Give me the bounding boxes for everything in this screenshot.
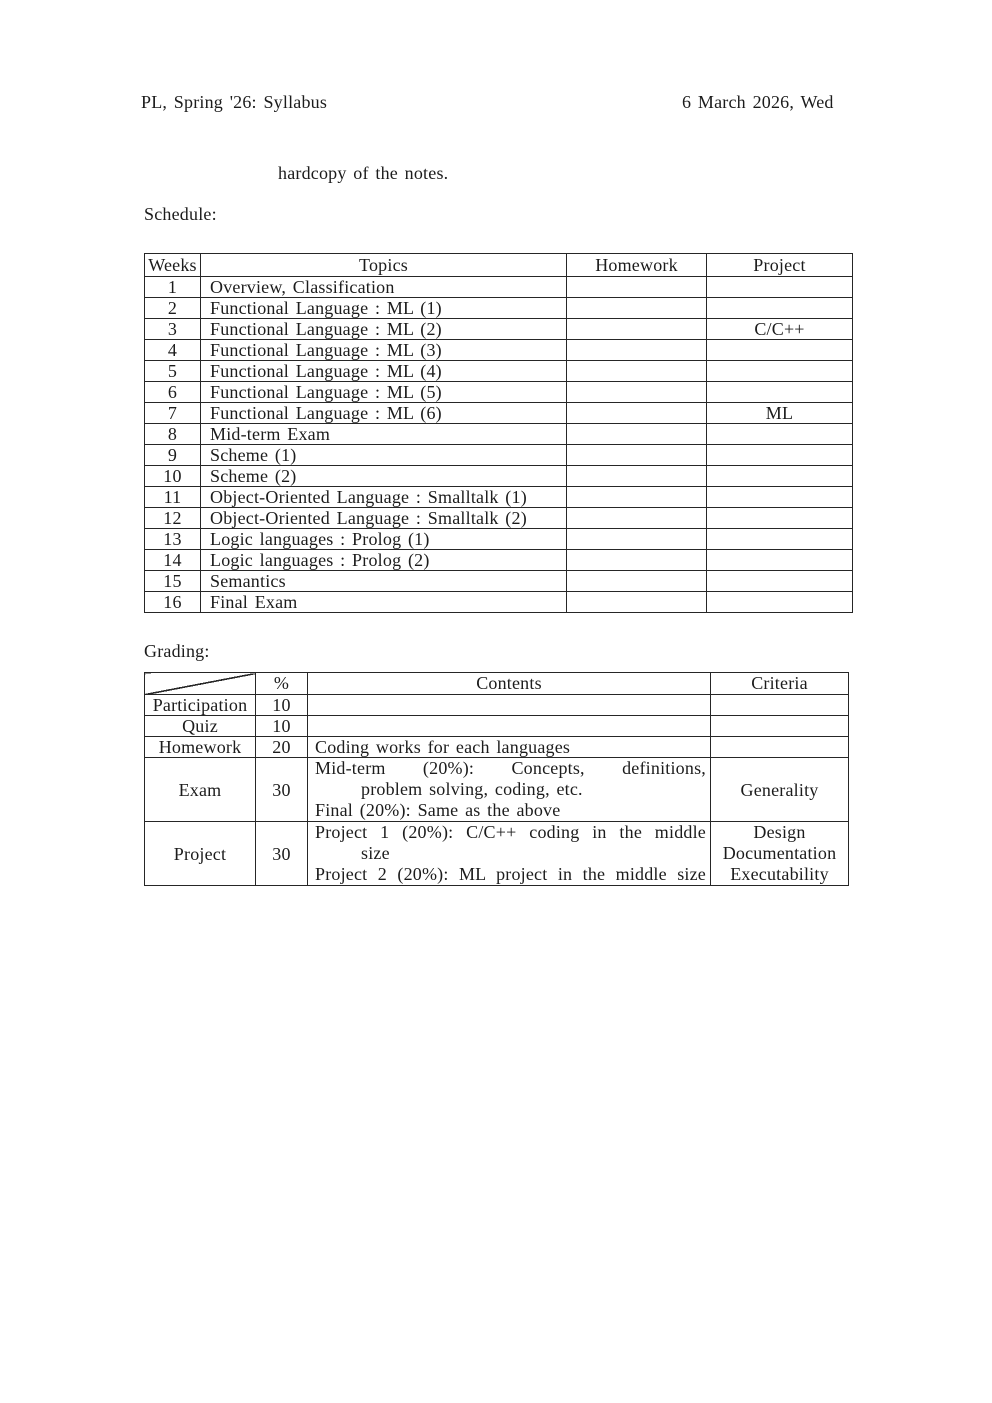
schedule-row <box>145 508 853 529</box>
project-criteria-line2: Documentation <box>722 843 837 863</box>
schedule-row <box>145 382 853 403</box>
schedule-row <box>145 361 853 382</box>
grading-row-homework <box>145 737 849 758</box>
topic-cell: Semantics <box>201 571 567 592</box>
document-date: 6 March 2026, Wed <box>682 92 834 112</box>
project-cell <box>707 445 853 466</box>
homework-cell <box>567 319 707 340</box>
schedule-col-topics: Topics <box>201 254 567 277</box>
schedule-row <box>145 592 853 613</box>
topic-cell: Functional Language : ML (5) <box>201 382 567 403</box>
project-contents-line3: Project 2 (20%): ML project in the middle size <box>315 864 706 884</box>
grading-label: Participation <box>145 695 256 716</box>
homework-cell <box>567 340 707 361</box>
schedule-table <box>144 253 853 613</box>
project-cell <box>707 550 853 571</box>
topic-cell: Functional Language : ML (3) <box>201 340 567 361</box>
grading-label: Quiz <box>145 716 256 737</box>
grading-label: Homework <box>145 737 256 758</box>
homework-cell <box>567 424 707 445</box>
schedule-col-weeks: Weeks <box>145 254 201 277</box>
homework-cell <box>567 466 707 487</box>
schedule-col-project: Project <box>707 254 853 277</box>
project-contents-line2: size <box>361 843 390 863</box>
week-cell: 9 <box>145 445 201 466</box>
grading-row-quiz <box>145 716 849 737</box>
week-cell: 7 <box>145 403 201 424</box>
grading-row-participation <box>145 695 849 716</box>
schedule-row <box>145 424 853 445</box>
grading-heading: Grading: <box>144 641 210 661</box>
grading-percent: 30 <box>256 758 308 822</box>
topic-cell: Final Exam <box>201 592 567 613</box>
grading-row-exam <box>145 758 849 822</box>
schedule-row <box>145 529 853 550</box>
grading-criteria <box>711 737 849 758</box>
project-cell: C/C++ <box>707 319 853 340</box>
grading-percent: 30 <box>256 822 308 886</box>
schedule-heading: Schedule: <box>144 204 217 224</box>
homework-cell <box>567 277 707 298</box>
week-cell: 8 <box>145 424 201 445</box>
grading-criteria <box>711 716 849 737</box>
project-cell <box>707 340 853 361</box>
schedule-row <box>145 466 853 487</box>
homework-cell <box>567 445 707 466</box>
homework-cell <box>567 361 707 382</box>
homework-cell <box>567 529 707 550</box>
topic-cell: Functional Language : ML (4) <box>201 361 567 382</box>
project-cell <box>707 424 853 445</box>
schedule-row <box>145 340 853 361</box>
week-cell: 5 <box>145 361 201 382</box>
project-cell <box>707 298 853 319</box>
homework-cell <box>567 592 707 613</box>
grading-criteria: Generality <box>711 758 849 822</box>
week-cell: 13 <box>145 529 201 550</box>
project-cell <box>707 277 853 298</box>
exam-contents-line1: Mid-term (20%): Concepts, definitions, <box>315 758 706 778</box>
grading-criteria <box>711 695 849 716</box>
grading-contents: Coding works for each languages <box>308 737 711 758</box>
exam-contents-line2: problem solving, coding, etc. <box>361 779 583 799</box>
grading-contents <box>308 695 711 716</box>
grading-percent: 20 <box>256 737 308 758</box>
project-cell: ML <box>707 403 853 424</box>
schedule-col-homework: Homework <box>567 254 707 277</box>
grading-percent: 10 <box>256 695 308 716</box>
schedule-row <box>145 550 853 571</box>
topic-cell: Logic languages : Prolog (2) <box>201 550 567 571</box>
homework-cell <box>567 382 707 403</box>
homework-cell <box>567 298 707 319</box>
grading-label: Project <box>145 822 256 886</box>
grading-contents <box>308 758 711 822</box>
schedule-row <box>145 487 853 508</box>
topic-cell: Functional Language : ML (2) <box>201 319 567 340</box>
week-cell: 12 <box>145 508 201 529</box>
topic-cell: Object-Oriented Language : Smalltalk (2) <box>201 508 567 529</box>
topic-cell: Object-Oriented Language : Smalltalk (1) <box>201 487 567 508</box>
topic-cell: Functional Language : ML (6) <box>201 403 567 424</box>
homework-cell <box>567 571 707 592</box>
grading-criteria <box>711 822 849 886</box>
week-cell: 16 <box>145 592 201 613</box>
grading-contents <box>308 822 711 886</box>
intro-text: hardcopy of the notes. <box>278 163 449 183</box>
topic-cell: Scheme (1) <box>201 445 567 466</box>
week-cell: 14 <box>145 550 201 571</box>
exam-contents-line3: Final (20%): Same as the above <box>315 800 561 820</box>
schedule-row <box>145 277 853 298</box>
week-cell: 11 <box>145 487 201 508</box>
grading-table <box>144 672 849 886</box>
grading-contents <box>308 716 711 737</box>
topic-cell: Logic languages : Prolog (1) <box>201 529 567 550</box>
project-cell <box>707 508 853 529</box>
project-criteria-line1: Design <box>753 822 806 842</box>
homework-cell <box>567 508 707 529</box>
grading-header-row <box>145 673 849 695</box>
topic-cell: Overview, Classification <box>201 277 567 298</box>
project-contents-line1: Project 1 (20%): C/C++ coding in the middle <box>315 822 706 842</box>
grading-percent: 10 <box>256 716 308 737</box>
schedule-row <box>145 445 853 466</box>
week-cell: 1 <box>145 277 201 298</box>
homework-cell <box>567 403 707 424</box>
project-cell <box>707 592 853 613</box>
topic-cell: Functional Language : ML (1) <box>201 298 567 319</box>
project-cell <box>707 571 853 592</box>
week-cell: 15 <box>145 571 201 592</box>
topic-cell: Scheme (2) <box>201 466 567 487</box>
week-cell: 3 <box>145 319 201 340</box>
project-cell <box>707 382 853 403</box>
topic-cell: Mid-term Exam <box>201 424 567 445</box>
schedule-row <box>145 571 853 592</box>
homework-cell <box>567 487 707 508</box>
schedule-row <box>145 403 853 424</box>
schedule-row <box>145 319 853 340</box>
week-cell: 2 <box>145 298 201 319</box>
grading-label: Exam <box>145 758 256 822</box>
grading-col-percent: % <box>256 673 308 695</box>
document-title: PL, Spring '26: Syllabus <box>141 92 328 112</box>
schedule-row <box>145 298 853 319</box>
grading-row-project <box>145 822 849 886</box>
project-cell <box>707 529 853 550</box>
project-criteria-line3: Executability <box>730 864 829 884</box>
homework-cell <box>567 550 707 571</box>
diagonal-divider-cell <box>145 673 256 695</box>
week-cell: 10 <box>145 466 201 487</box>
schedule-header-row <box>145 254 853 277</box>
project-cell <box>707 487 853 508</box>
project-cell <box>707 466 853 487</box>
project-cell <box>707 361 853 382</box>
grading-col-contents: Contents <box>308 673 711 695</box>
grading-col-criteria: Criteria <box>711 673 849 695</box>
week-cell: 6 <box>145 382 201 403</box>
week-cell: 4 <box>145 340 201 361</box>
